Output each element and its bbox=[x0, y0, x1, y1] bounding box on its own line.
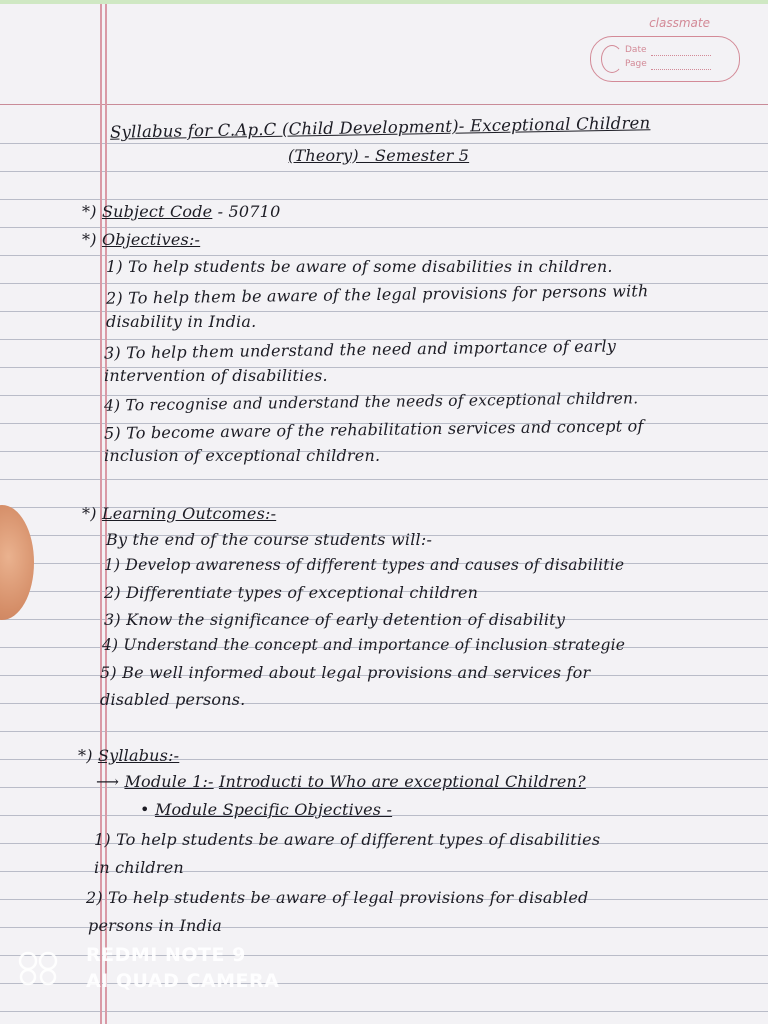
asterisk-icon: *) bbox=[82, 202, 97, 221]
watermark-line-1: REDMI NOTE 9 bbox=[86, 944, 246, 966]
module-row bbox=[96, 772, 586, 791]
objective-line: 5) To become aware of the rehabilitation services and concept of bbox=[103, 416, 644, 443]
date-page-box bbox=[590, 36, 740, 82]
arrow-icon: ⟶ bbox=[96, 772, 120, 791]
specific-objectives: Module Specific Objectives - bbox=[154, 800, 393, 819]
objective-line: intervention of disabilities. bbox=[104, 366, 328, 385]
objective-line: 2) To help them be aware of the legal provisions for persons with bbox=[105, 281, 649, 308]
swirl-icon bbox=[601, 45, 623, 73]
syllabus-line: 2) To help students be aware of legal provisions for disabled bbox=[86, 888, 589, 907]
outcome-line: disabled persons. bbox=[100, 690, 246, 709]
objectives-heading-row bbox=[82, 230, 200, 249]
title-line-2: (Theory) - Semester 5 bbox=[288, 146, 470, 165]
outcome-line: 5) Be well informed about legal provisions and services for bbox=[100, 663, 591, 682]
asterisk-icon: *) bbox=[78, 746, 93, 765]
module-prefix: Module 1:- bbox=[124, 772, 214, 791]
subject-code-value: - 50710 bbox=[217, 202, 281, 221]
bullet-icon: • bbox=[140, 800, 150, 819]
objective-line: inclusion of exceptional children. bbox=[104, 446, 381, 465]
outcome-line: By the end of the course students will:- bbox=[106, 530, 433, 549]
asterisk-icon: *) bbox=[82, 230, 97, 249]
page-header bbox=[0, 4, 768, 105]
asterisk-icon: *) bbox=[82, 504, 97, 523]
objective-line: 1) To help students be aware of some disabilities in children. bbox=[106, 257, 613, 276]
date-line bbox=[651, 55, 711, 56]
brand-logo: classmate bbox=[649, 16, 710, 30]
watermark-line-2: AI QUAD CAMERA bbox=[86, 970, 280, 992]
objective-line: disability in India. bbox=[106, 312, 257, 331]
objectives-heading: Objectives:- bbox=[101, 230, 201, 249]
outcome-line: 1) Develop awareness of different types and causes of disabilitie bbox=[104, 556, 625, 574]
outcome-line: 4) Understand the concept and importance of inclusion strategie bbox=[102, 636, 626, 654]
objective-line: 3) To help them understand the need and importance of early bbox=[103, 336, 617, 363]
module-title: Introducti to Who are exceptional Children? bbox=[218, 772, 586, 791]
page-line bbox=[651, 69, 711, 70]
specific-objectives-row bbox=[140, 800, 392, 819]
subject-code-row bbox=[82, 202, 280, 221]
syllabus-line: 1) To help students be aware of different types of disabilities bbox=[94, 830, 601, 849]
outcomes-heading-row bbox=[82, 504, 276, 523]
outcome-line: 3) Know the significance of early detention of disability bbox=[104, 610, 566, 629]
syllabus-line: in children bbox=[94, 858, 184, 877]
page-label: Page bbox=[625, 59, 647, 69]
title-line-1: Syllabus for C.Ap.C (Child Development)- Exceptional Children bbox=[109, 113, 651, 142]
outcomes-heading: Learning Outcomes:- bbox=[101, 504, 277, 523]
outcome-line: 2) Differentiate types of exceptional children bbox=[104, 583, 479, 602]
subject-code-label: Subject Code bbox=[101, 202, 213, 221]
camera-watermark-logo bbox=[16, 950, 64, 986]
syllabus-line: persons in India bbox=[88, 916, 223, 935]
date-label: Date bbox=[625, 45, 647, 55]
objective-line: 4) To recognise and understand the needs of exceptional children. bbox=[103, 389, 639, 415]
syllabus-heading: Syllabus:- bbox=[97, 746, 180, 765]
syllabus-heading-row bbox=[78, 746, 179, 765]
